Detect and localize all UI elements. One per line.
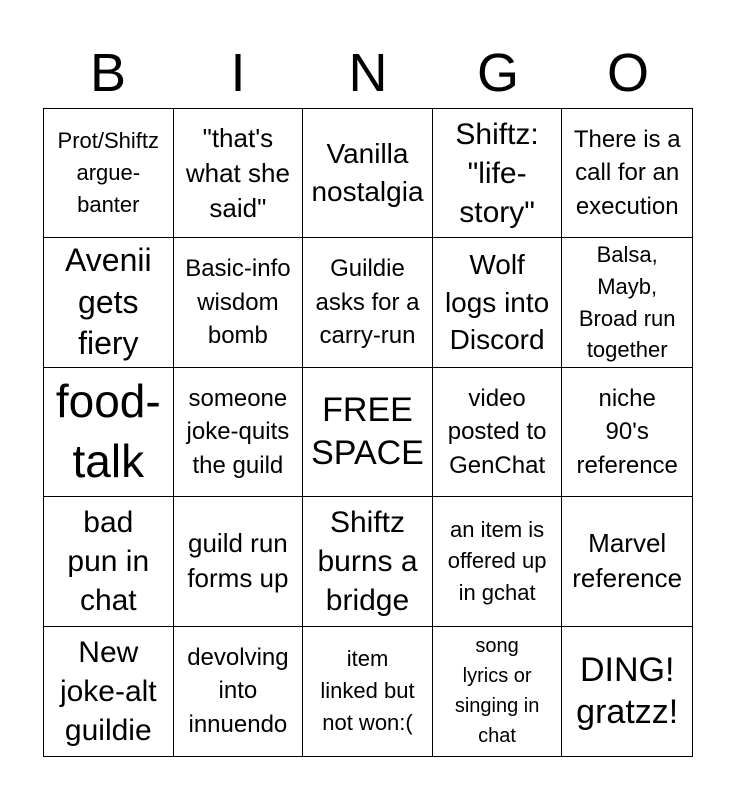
bingo-cell-free-space[interactable] xyxy=(303,368,433,497)
header-letter-o: O xyxy=(606,43,649,103)
bingo-cell-text: Guildie asks for a carry-run xyxy=(315,255,420,350)
bingo-cell-r1c4[interactable] xyxy=(433,109,563,238)
bingo-cell-text: someone joke-quits the guild xyxy=(186,384,290,479)
bingo-cell-r5c2[interactable] xyxy=(174,627,304,756)
bingo-cell-text: FREE SPACE xyxy=(311,391,424,472)
bingo-cell-r1c5[interactable] xyxy=(562,109,692,238)
bingo-cell-r5c3[interactable] xyxy=(303,627,433,756)
bingo-cell-text: guild run forms up xyxy=(187,528,289,594)
bingo-cell-r4c3[interactable] xyxy=(303,497,433,626)
bingo-cell-text: Vanilla nostalgia xyxy=(311,138,424,208)
bingo-cell-r3c2[interactable] xyxy=(174,368,304,497)
bingo-cell-text: niche 90's reference xyxy=(576,384,678,479)
bingo-header xyxy=(43,38,693,108)
bingo-cell-text: an item is offered up in gchat xyxy=(447,516,547,606)
bingo-cell-text: Shiftz burns a bridge xyxy=(317,505,418,617)
bingo-cell-r3c5[interactable] xyxy=(562,368,692,497)
bingo-cell-r2c1[interactable] xyxy=(44,238,174,367)
bingo-cell-r4c2[interactable] xyxy=(174,497,304,626)
bingo-cell-text: New joke-alt guildie xyxy=(59,635,157,747)
bingo-board xyxy=(43,108,693,757)
bingo-cell-r1c2[interactable] xyxy=(174,109,304,238)
bingo-cell-text: Wolf logs into Discord xyxy=(444,248,550,356)
bingo-cell-r5c4[interactable] xyxy=(433,627,563,756)
bingo-cell-text: Prot/Shiftz argue- banter xyxy=(57,128,160,218)
header-letter-b: B xyxy=(89,43,127,103)
bingo-cell-text: Avenii gets fiery xyxy=(65,242,152,362)
bingo-cell-r2c5[interactable] xyxy=(562,238,692,367)
bingo-cell-r3c4[interactable] xyxy=(433,368,563,497)
bingo-cell-text: video posted to GenChat xyxy=(447,384,547,479)
bingo-cell-text: item linked but not won:( xyxy=(320,646,415,736)
bingo-cell-r3c1[interactable] xyxy=(44,368,174,497)
bingo-cell-r4c4[interactable] xyxy=(433,497,563,626)
bingo-cell-text: DING! gratzz! xyxy=(576,650,679,732)
bingo-cell-text: "that's what she said" xyxy=(185,122,290,223)
bingo-cell-r5c5[interactable] xyxy=(562,627,692,756)
bingo-cell-text: bad pun in chat xyxy=(67,505,150,617)
bingo-cell-r1c1[interactable] xyxy=(44,109,174,238)
bingo-cell-text: Marvel reference xyxy=(572,528,683,594)
bingo-cell-text: food- talk xyxy=(55,375,161,487)
bingo-cell-r2c3[interactable] xyxy=(303,238,433,367)
bingo-cell-r4c5[interactable] xyxy=(562,497,692,626)
bingo-cell-text: Shiftz: "life- story" xyxy=(455,117,539,229)
bingo-cell-r2c2[interactable] xyxy=(174,238,304,367)
bingo-cell-text: Basic-info wisdom bomb xyxy=(185,255,291,350)
bingo-cell-text: Balsa, Mayb, Broad run together xyxy=(578,241,676,363)
header-letter-i: I xyxy=(230,43,246,103)
header-letter-g: G xyxy=(476,43,519,103)
bingo-cell-r2c4[interactable] xyxy=(433,238,563,367)
bingo-cell-text: devolving into innuendo xyxy=(187,643,289,739)
bingo-cell-r1c3[interactable] xyxy=(303,109,433,238)
bingo-cell-r4c1[interactable] xyxy=(44,497,174,626)
header-letter-n: N xyxy=(348,43,388,103)
bingo-cell-r5c1[interactable] xyxy=(44,627,174,756)
bingo-cell-text: song lyrics or singing in chat xyxy=(454,635,540,748)
bingo-cell-text: There is a call for an execution xyxy=(573,125,681,220)
